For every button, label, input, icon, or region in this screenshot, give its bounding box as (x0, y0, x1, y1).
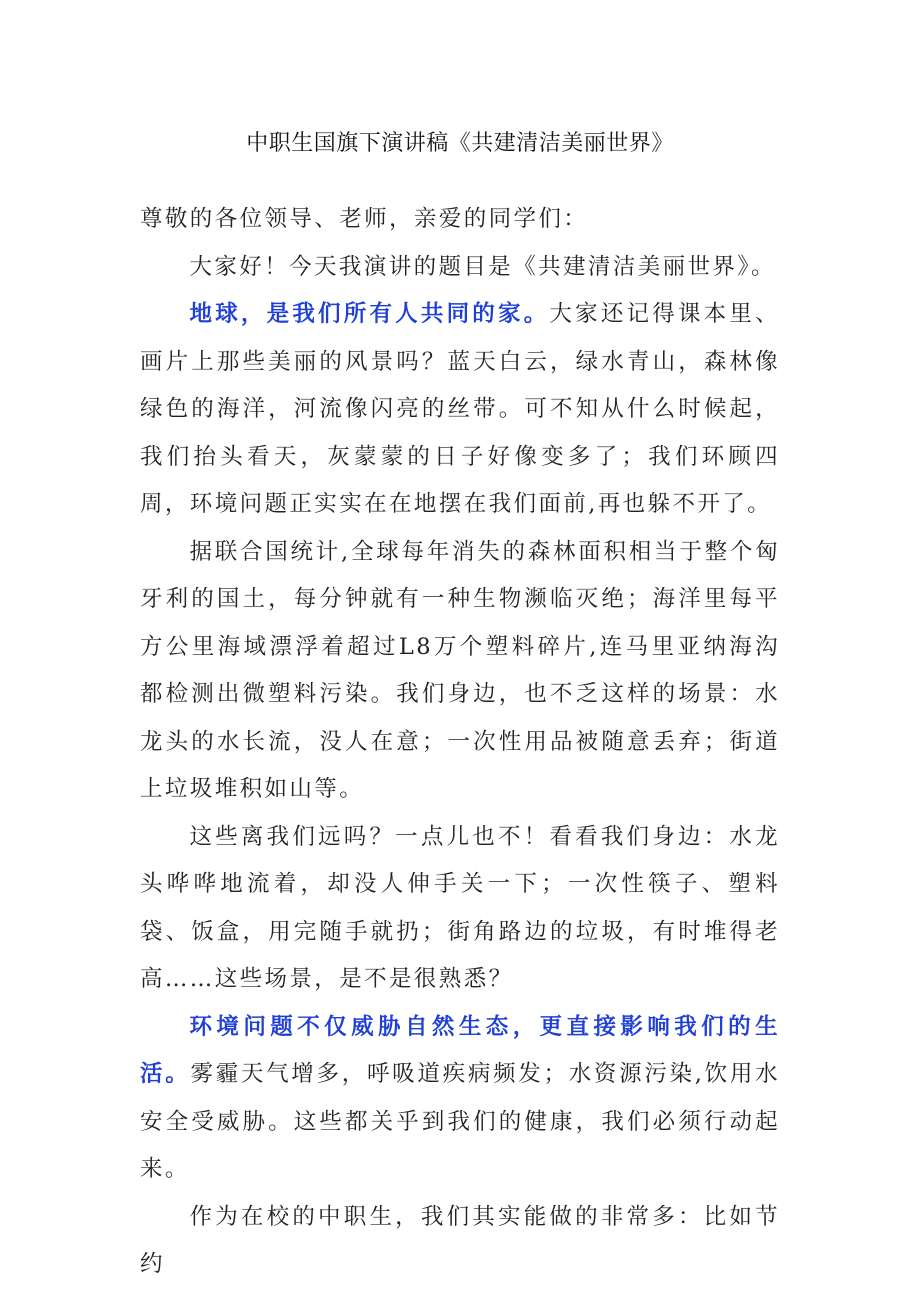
paragraph-text: 作为在校的中职生，我们其实能做的非常多：比如节约 (140, 1203, 780, 1277)
document-title: 中职生国旗下演讲稿《共建清洁美丽世界》 (246, 131, 674, 156)
paragraph-greeting (140, 244, 780, 292)
highlighted-sentence: 地球，是我们所有人共同的家。 (189, 301, 550, 327)
paragraph-daily-scenes (140, 814, 780, 1004)
highlighted-sentence: 环境问题不仅威胁自然生态，更直接影响我们的生活。 (140, 1013, 780, 1087)
paragraph-student-action (140, 1194, 780, 1289)
paragraph-text: 这些离我们远吗？一点儿也不！看看我们身边：水龙头哗哗地流着，却没人伸手关一下；一次性筷子、塑料袋、饭盒，用完随手就扔；街角路边的垃圾，有时堆得老高……这些场景，是不是很熟悉？ (140, 823, 780, 992)
paragraph-health-impact (140, 1004, 780, 1194)
salutation: 尊敬的各位领导、老师，亲爱的同学们： (140, 206, 589, 232)
paragraph-earth-home (140, 291, 780, 529)
paragraph-text: 大家好！今天我演讲的题目是《共建清洁美丽世界》。 (189, 253, 776, 280)
paragraph-text: 大家还记得课本里、画片上那些美丽的风景吗？蓝天白云，绿水青山，森林像绿色的海洋，河流像闪亮的丝带。可不知从什么时候起，我们抬头看天，灰蒙蒙的日子好像变多了；我们环顾四周，环境问题正实实在在地摆在我们面前,再也躲不开了。 (140, 301, 780, 517)
paragraph-un-statistics (140, 529, 780, 814)
speech-body (140, 196, 780, 1289)
paragraph-text: 雾霾天气增多，呼吸道疾病频发；水资源污染,饮用水安全受威胁。这些都关乎到我们的健康，我们必须行动起来。 (140, 1061, 780, 1182)
paragraph-text: 据联合国统计,全球每年消失的森林面积相当于整个匈牙利的国土，每分钟就有一种生物濒临灭绝；海洋里每平方公里海域漂浮着超过L8万个塑料碎片,连马里亚纳海沟都检测出微塑料污染。我们身边，也不乏这样的场景：水龙头的水长流，没人在意；一次性用品被随意丢弃；街道上垃圾堆积如山等。 (140, 538, 780, 802)
